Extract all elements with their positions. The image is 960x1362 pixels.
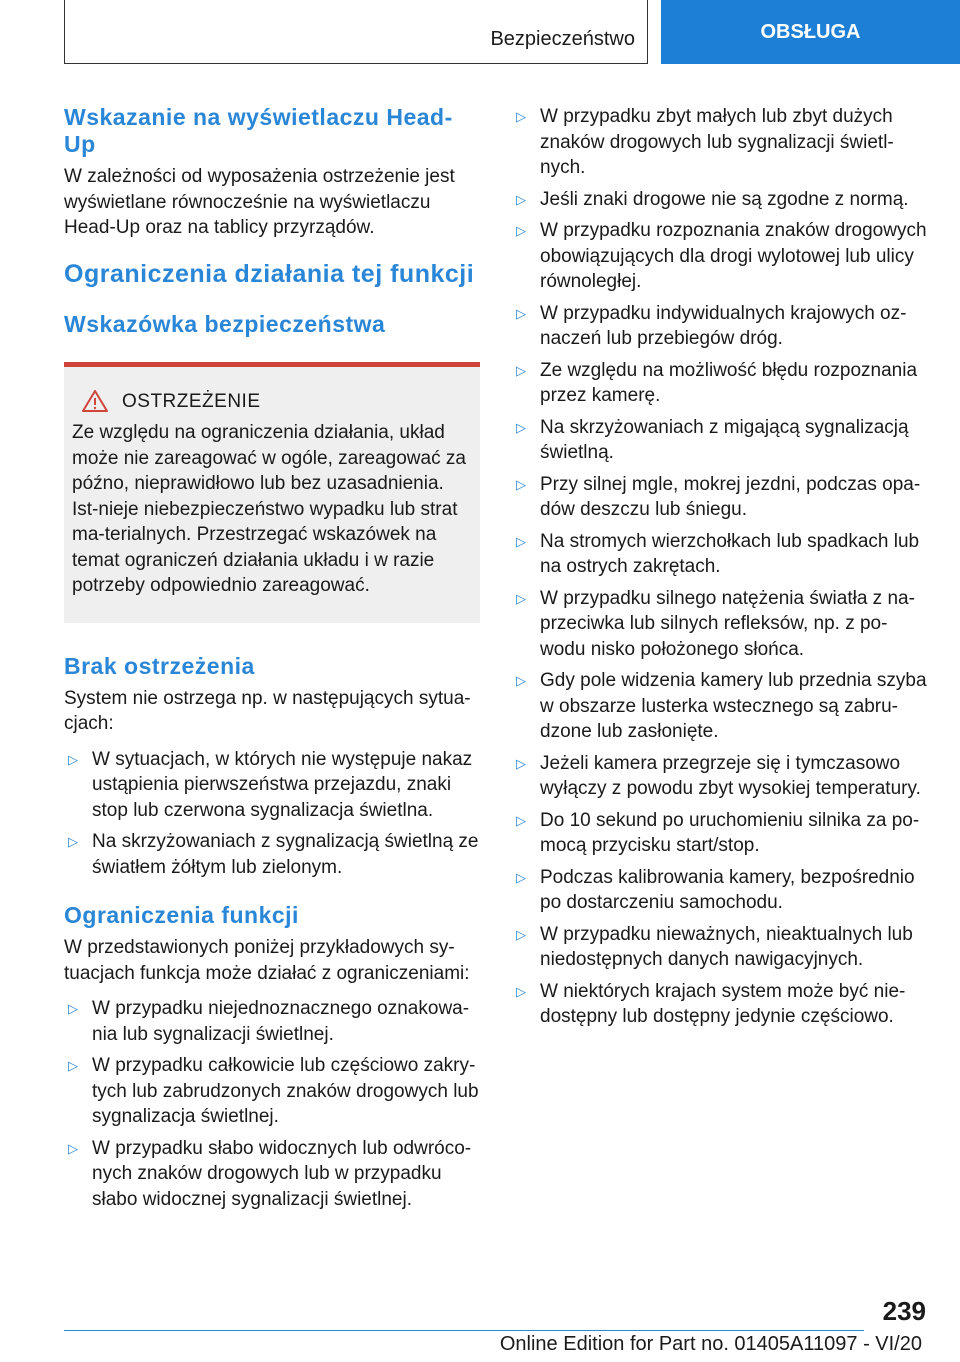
warning-title: OSTRZEŻENIE [122, 390, 261, 412]
warning-header [72, 389, 470, 415]
triangle-right-icon: ▷ [516, 869, 526, 885]
triangle-right-icon: ▷ [516, 476, 526, 492]
header-section-title: Bezpieczeństwo [490, 28, 635, 50]
list-item: ▷ W przypadku niejednoznacznego oznakowa-nia lub sygnalizacji świetlnej. [68, 998, 470, 1045]
list-item: ▷ Do 10 sekund po uruchomieniu silnika za po-mocą przycisku start/stop. [516, 809, 920, 856]
triangle-right-icon: ▷ [516, 191, 526, 207]
triangle-right-icon: ▷ [516, 533, 526, 549]
no-warning-list [64, 747, 480, 881]
triangle-right-icon: ▷ [516, 109, 526, 124]
paragraph-func-limits: W przedstawionych poniżej przykładowych sy-tuacjach funkcja może działać z ograniczeniami: [64, 937, 470, 984]
heading-head-up: Wskazanie na wyświetlaczu Head-Up [64, 104, 453, 157]
list-item: ▷ Gdy pole widzenia kamery lub przednia szyba w obszarze lusterka wstecznego są zabru-dzone lub zasłonięte. [516, 670, 927, 742]
list-item: ▷ Na skrzyżowaniach z sygnalizacją świetlną ze światłem żółtym lub zielonym. [68, 831, 479, 878]
footer-divider [64, 1330, 864, 1331]
list-item: ▷ Ze względu na możliwość błędu rozpoznania przez kamerę. [516, 359, 918, 406]
list-item: ▷ W sytuacjach, w których nie występuje nakaz ustąpienia pierwszeństwa przejazdu, znaki stop lub czerwona sygnalizacja świetlna. [68, 748, 473, 821]
heading-function-limits: Ograniczenia działania tej funkcji [64, 259, 475, 288]
list-item: ▷ Na skrzyżowaniach z migającą sygnalizacją świetlną. [516, 416, 909, 463]
list-item: ▷ Jeśli znaki drogowe nie są zgodne z normą. [512, 187, 932, 213]
right-column [512, 100, 932, 1044]
paragraph-head-up: W zależności od wyposażenia ostrzeżenie jest wyświetlane równocześnie na wyświetlaczu Head-Up oraz na tablicy przyrządów. [64, 166, 455, 238]
triangle-right-icon: ▷ [516, 223, 526, 238]
page-number: 239 [882, 1296, 926, 1326]
triangle-right-icon: ▷ [68, 1001, 78, 1016]
triangle-right-icon: ▷ [516, 362, 526, 378]
triangle-right-icon: ▷ [68, 834, 78, 849]
header-tab[interactable]: OBSŁUGA [661, 0, 960, 64]
triangle-right-icon: ▷ [68, 1140, 78, 1156]
list-item: ▷ W niektórych krajach system może być nie-dostępny lub dostępny jedynie częściowo. [516, 980, 906, 1027]
list-item: ▷ W przypadku silnego natężenia światła z na-przeciwka lub silnych refleksów, np. z po-wodu nisko położonego słońca. [516, 587, 915, 660]
warning-triangle-icon [82, 390, 108, 412]
list-item: ▷ Podczas kalibrowania kamery, bezpośrednio po dostarczeniu samochodu. [516, 866, 915, 913]
paragraph-no-warning: System nie ostrzega np. w następujących sytua-cjach: [64, 687, 471, 734]
func-limits-list [64, 996, 480, 1212]
triangle-right-icon: ▷ [516, 755, 526, 771]
header-frame [64, 0, 648, 64]
conditions-list [512, 104, 932, 1030]
list-item: ▷ W przypadku słabo widocznych lub odwróco-nych znaków drogowych lub w przypadku słabo widocznej sygnalizacji świetlnej. [68, 1137, 472, 1210]
triangle-right-icon: ▷ [68, 1058, 78, 1073]
list-item: ▷ W przypadku zbyt małych lub zbyt dużych znaków drogowych lub sygnalizacji świetl-nych. [516, 106, 894, 178]
triangle-right-icon: ▷ [516, 590, 526, 606]
footer-edition: Online Edition for Part no. 01405A11097 - VI/20 [499, 1333, 922, 1355]
list-item: ▷ Na stromych wierzchołkach lub spadkach lub na ostrych zakrętach. [516, 530, 920, 577]
list-item: ▷ W przypadku rozpoznania znaków drogowych obowiązujących dla drogi wylotowej lub ulicy równoległej. [516, 220, 927, 292]
list-item: ▷ Przy silnej mgle, mokrej jezdni, podczas opa-dów deszczu lub śniegu. [516, 473, 921, 520]
left-column [64, 100, 480, 1226]
triangle-right-icon: ▷ [516, 305, 526, 321]
heading-safety-note: Wskazówka bezpieczeństwa [64, 310, 386, 337]
warning-box [64, 362, 480, 623]
list-item: ▷ W przypadku indywidualnych krajowych oz-naczeń lub przebiegów dróg. [516, 302, 907, 349]
warning-text: Ze względu na ograniczenia działania, układ może nie zareagować w ogóle, zareagować za późno, nieprawidłowo lub bez uzasadnienia. Ist-nieje niebezpieczeństwo wypadku lub strat ma-terialnych. Przestrzegać wskazówek na temat ograniczeń działania układu i w razie potrzeby odpowiednio zareagować. [72, 422, 466, 596]
triangle-right-icon: ▷ [516, 983, 526, 999]
list-item: ▷ W przypadku całkowicie lub częściowo zakry-tych lub zabrudzonych znaków drogowych lub sygnalizacja świetlnej. [68, 1055, 479, 1127]
heading-no-warning: Brak ostrzeżenia [64, 652, 255, 679]
triangle-right-icon: ▷ [516, 812, 526, 828]
triangle-right-icon: ▷ [516, 673, 526, 688]
list-item: ▷ Jeżeli kamera przegrzeje się i tymczasowo wyłączy z powodu zbyt wysokiej temperatury. [516, 752, 921, 799]
triangle-right-icon: ▷ [68, 751, 78, 767]
list-item: ▷ W przypadku nieważnych, nieaktualnych lub niedostępnych danych nawigacyjnych. [516, 923, 913, 970]
triangle-right-icon: ▷ [516, 419, 526, 435]
triangle-right-icon: ▷ [516, 926, 526, 942]
heading-func-limits: Ograniczenia funkcji [64, 902, 299, 928]
